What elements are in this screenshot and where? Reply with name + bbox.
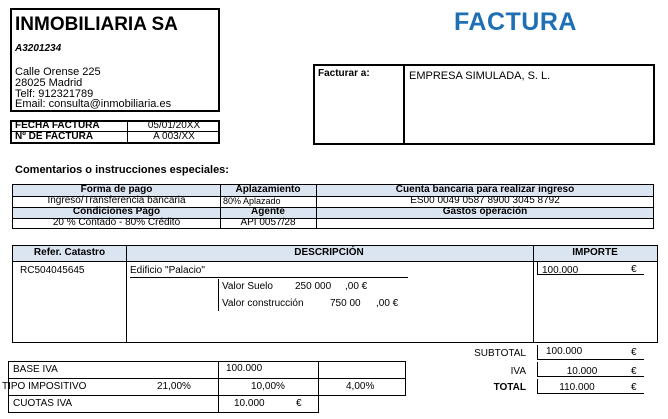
tax-base-value: 100.000 — [226, 363, 263, 374]
item-sub2-label: Valor construcción — [222, 298, 304, 309]
item-description-underline — [130, 277, 408, 278]
tax-rate-1: 21,00% — [157, 381, 191, 392]
total-value: 110.000 — [559, 382, 595, 393]
tax-quota-currency: € — [296, 398, 302, 409]
iva-value: 10.000 — [566, 366, 598, 377]
bank-account-header: Cuenta bancaria para realizar ingreso — [395, 184, 575, 195]
item-sub-bracket — [218, 279, 219, 311]
col-amount-header: IMPORTE — [572, 247, 618, 258]
tax-quota-value: 10.000 — [234, 398, 265, 409]
total-label: TOTAL — [493, 382, 526, 393]
company-phone: Telf: 912321789 — [15, 88, 94, 100]
tax-quota-label: CUOTAS IVA — [13, 398, 73, 409]
bill-to-divider — [403, 64, 405, 145]
bill-to-name: EMPRESA SIMULADA, S. L. — [409, 70, 551, 82]
item-description: Edificio "Palacio" — [130, 265, 205, 276]
item-sub1-decimals: ,00 € — [345, 281, 368, 292]
bank-account-value: ES00 0049 0587 8900 3045 8792 — [410, 195, 560, 206]
tax-rate-2: 10,00% — [251, 381, 285, 392]
company-tax-id: A3201234 — [15, 43, 62, 54]
payment-method-header: Forma de pago — [80, 184, 153, 195]
invoice-number-label: Nº DE FACTURA — [15, 131, 94, 142]
subtotal-value: 100.000 — [546, 346, 583, 357]
item-amount: 100.000 — [542, 265, 579, 276]
comments-label: Comentarios o instrucciones especiales: — [15, 164, 229, 176]
bill-to-label: Facturar a: — [318, 68, 370, 79]
deferral-header: Aplazamiento — [235, 184, 301, 195]
company-email: Email: consulta@inmobiliaria.es — [15, 98, 172, 110]
payment-method-value: Ingreso/Transferencia bancaria — [47, 195, 186, 206]
agent-header: Agente — [251, 206, 285, 217]
invoice-date-label: FECHA FACTURA — [15, 120, 100, 131]
conditions-value: 20 % Contado - 80% Crédito — [52, 217, 181, 228]
company-address-line2: 28025 Madrid — [15, 77, 83, 89]
subtotal-label: SUBTOTAL — [474, 348, 526, 359]
col-ref-header: Refer. Catastro — [33, 247, 106, 258]
invoice-number-value: A 003/XX — [153, 131, 195, 142]
tax-rate-3: 4,00% — [346, 381, 375, 392]
agent-value: API 0057/28 — [240, 217, 296, 228]
item-ref: RC504045645 — [20, 265, 85, 276]
deferral-value: 80% Aplazado — [223, 196, 281, 206]
conditions-header: Condiciones Pago — [72, 206, 161, 217]
tax-rate-label: TIPO IMPOSITIVO — [2, 381, 87, 392]
item-sub1-label: Valor Suelo — [222, 281, 273, 292]
tax-base-label: BASE IVA — [13, 364, 58, 375]
subtotal-currency: € — [631, 347, 637, 358]
item-currency: € — [631, 264, 637, 275]
expenses-header: Gastos operación — [442, 206, 528, 217]
total-currency: € — [631, 382, 637, 393]
invoice-date-value: 05/01/20XX — [147, 120, 201, 131]
company-name: INMOBILIARIA SA — [15, 14, 178, 35]
iva-currency: € — [631, 366, 637, 377]
document-title: FACTURA — [454, 8, 577, 36]
item-sub2-value: 750 00 — [330, 298, 361, 309]
items-table — [12, 245, 658, 343]
col-description-header: DESCRIPCIÓN — [294, 247, 364, 258]
company-address-line1: Calle Orense 225 — [15, 66, 101, 78]
item-sub1-value: 250 000 — [295, 281, 332, 292]
item-sub2-decimals: ,00 € — [376, 298, 399, 309]
iva-label: IVA — [510, 366, 526, 377]
